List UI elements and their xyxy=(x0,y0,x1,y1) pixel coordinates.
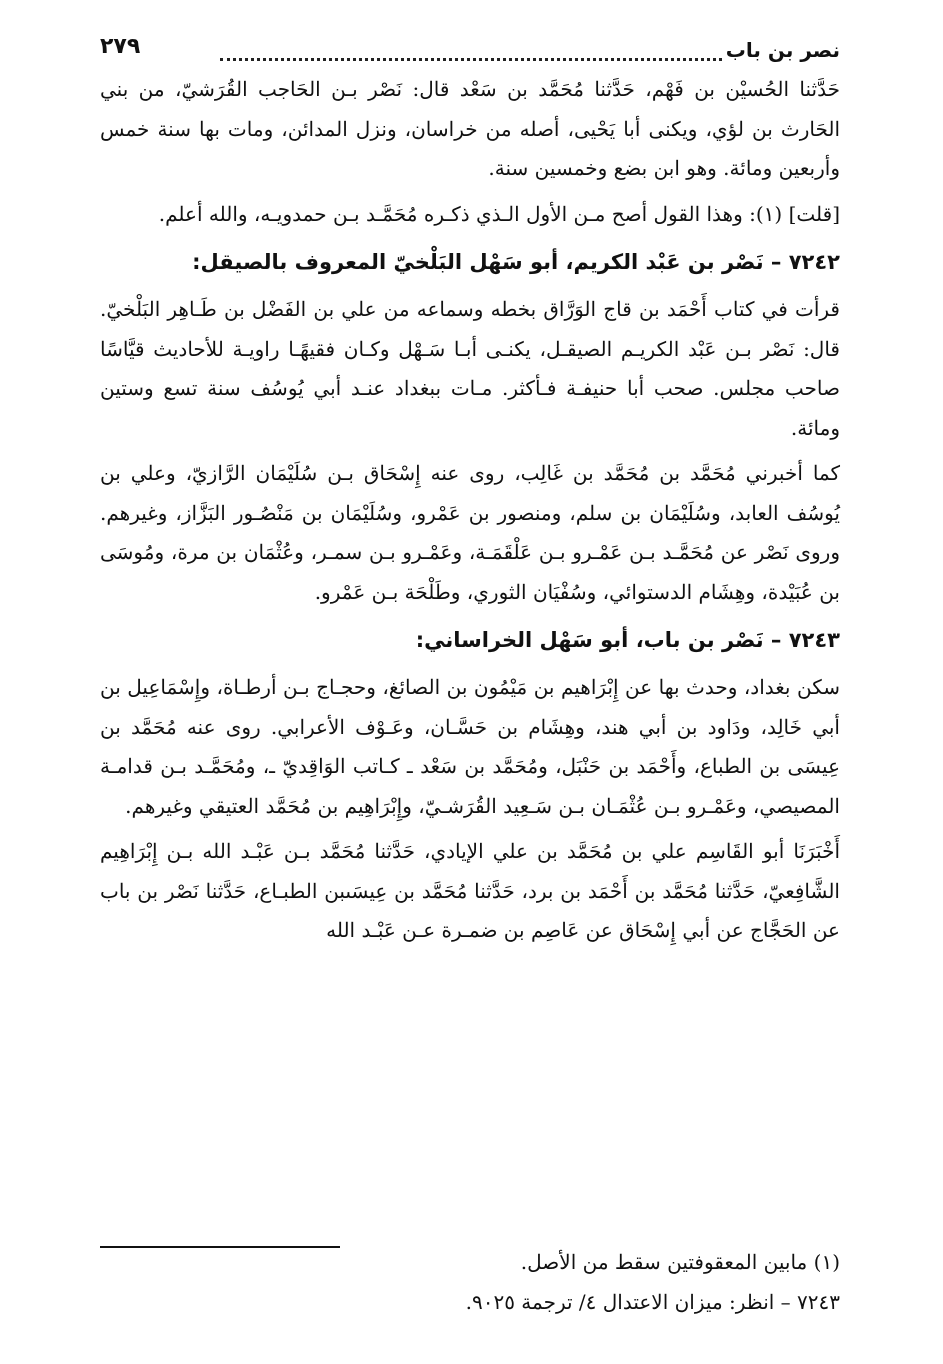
book-page xyxy=(100,30,840,1340)
page-header xyxy=(100,30,840,70)
footnote: ٧٢٤٣ – انظر: ميزان الاعتدال ٤/ ترجمة ٩٠٢٥. xyxy=(465,1289,840,1314)
paragraph: أَخْبَرَنَا أبو القَاسِم علي بن مُحَمَّد بن علي الإيادي، حَدَّثنا مُحَمَّد بـن عَبْـد الله بـن إِبْرَاهِيم الشَّافِعيّ، حَدَّثنا مُحَمَّد بن أَحْمَد بن برد، حَدَّثنا مُحَمَّد بن عِيسَىبن الطبـاع، حَدَّثنا نَصْر بن باب عن الحَجَّاج عن أبي إِسْحَاق عن عَاصِم بن ضمـرة عـن عَبْـد الله xyxy=(100,839,840,942)
paragraph: سكن بغداد، وحدث بها عن إِبْرَاهيم بن مَيْمُون بن الصائغ، وحجـاج بـن أرطـاة، وإِسْمَاعِيل بن أبي خَالِد، ودَاود بن أبي هند، وهِشَام بن حَسَّـان، وعَـوْف الأعرابي. روى عنه مُحَمَّد بن عِيسَى بن الطباع، وأَحْمَد بن حَنْبَل، ومُحَمَّد بن سَعْد ـ كـاتب الوَاقِديّ ـ، ومُحَمَّـد بـن قدامـة المصيصي، وعَمْـرو بـن عُثْمَـان بـن سَـعِيد القُرَشـيّ، وإِبْرَاهِيم بن مُحَمَّد العتيقي وغيرهم. xyxy=(100,675,840,818)
header-dot-leader xyxy=(220,30,722,61)
paragraph: كما أخبرني مُحَمَّد بن مُحَمَّد بن غَالِب، روى عنه إِسْحَاق بـن سُلَيْمَان الرَّازيّ، وعلي بن يُوسُف العابد، وسُلَيْمَان بن سلم، ومنصور بن عَمْرو، وسُلَيْمَان بن مَنْصُـور البَزَّاز، وغيرهم. وروى نَصْر عن مُحَمَّـد بـن عَمْـرو بـن عَلْقَمَـة، وعَمْـرو بـن سمـر، وعُثْمَان بن مرة، ومُوسَى بن عُبَيْدة، وهِشَام الدستوائي، وسُفْيَان الثوري، وطَلْحَة بـن عَمْرو. xyxy=(100,461,840,604)
entry-heading: ٧٢٤٢ – نَصْر بن عَبْد الكريم، أبو سَهْل البَلْخيّ المعروف بالصيقل: xyxy=(192,250,840,274)
paragraph: [قلت] (١): وهذا القول أصح مـن الأول الـذي ذكـره مُحَمَّـد بـن حمدويـه، والله أعلم. xyxy=(158,201,840,226)
page-number: ٢٧٩ xyxy=(100,34,141,59)
running-title: نصر بن باب xyxy=(725,38,840,62)
page-body xyxy=(100,70,840,957)
entry-heading: ٧٢٤٣ – نَصْر بن باب، أبو سَهْل الخراساني: xyxy=(415,628,840,652)
paragraph: حَدَّثنا الحُسيْن بن فَهْم، حَدَّثنا مُحَمَّد بن سَعْد قال: نَصْر بـن الحَاجب القُرَشيّ، من بني الحَارث بن لؤي، ويكنى أبا يَحْيى، أصله من خراسان، ونزل المدائن، ومات بها سنة خمس وأربعين ومائة. وهو ابن بضع وخمسين سنة. xyxy=(100,77,840,180)
paragraph: قرأت في كتاب أَحْمَد بن قاج الوَرَّاق بخطه وسماعه من علي بن الفَضْل بن طَـاهِر البَلْخيّ. قال: نَصْر بـن عَبْد الكريـم الصيقـل، يكنـى أبـا سَـهْل وكـان فقيهًـا راويـة للأحاديث قيَّاسًا صاحب مجلس. صحب أبا حنيفـة فـأكثر. مـات ببغداد عنـد أبي يُوسُف سنة تسع وستين ومائة. xyxy=(100,297,840,440)
footnotes xyxy=(100,1243,840,1322)
footnote: (١) مابين المعقوفتين سقط من الأصل. xyxy=(520,1250,840,1274)
